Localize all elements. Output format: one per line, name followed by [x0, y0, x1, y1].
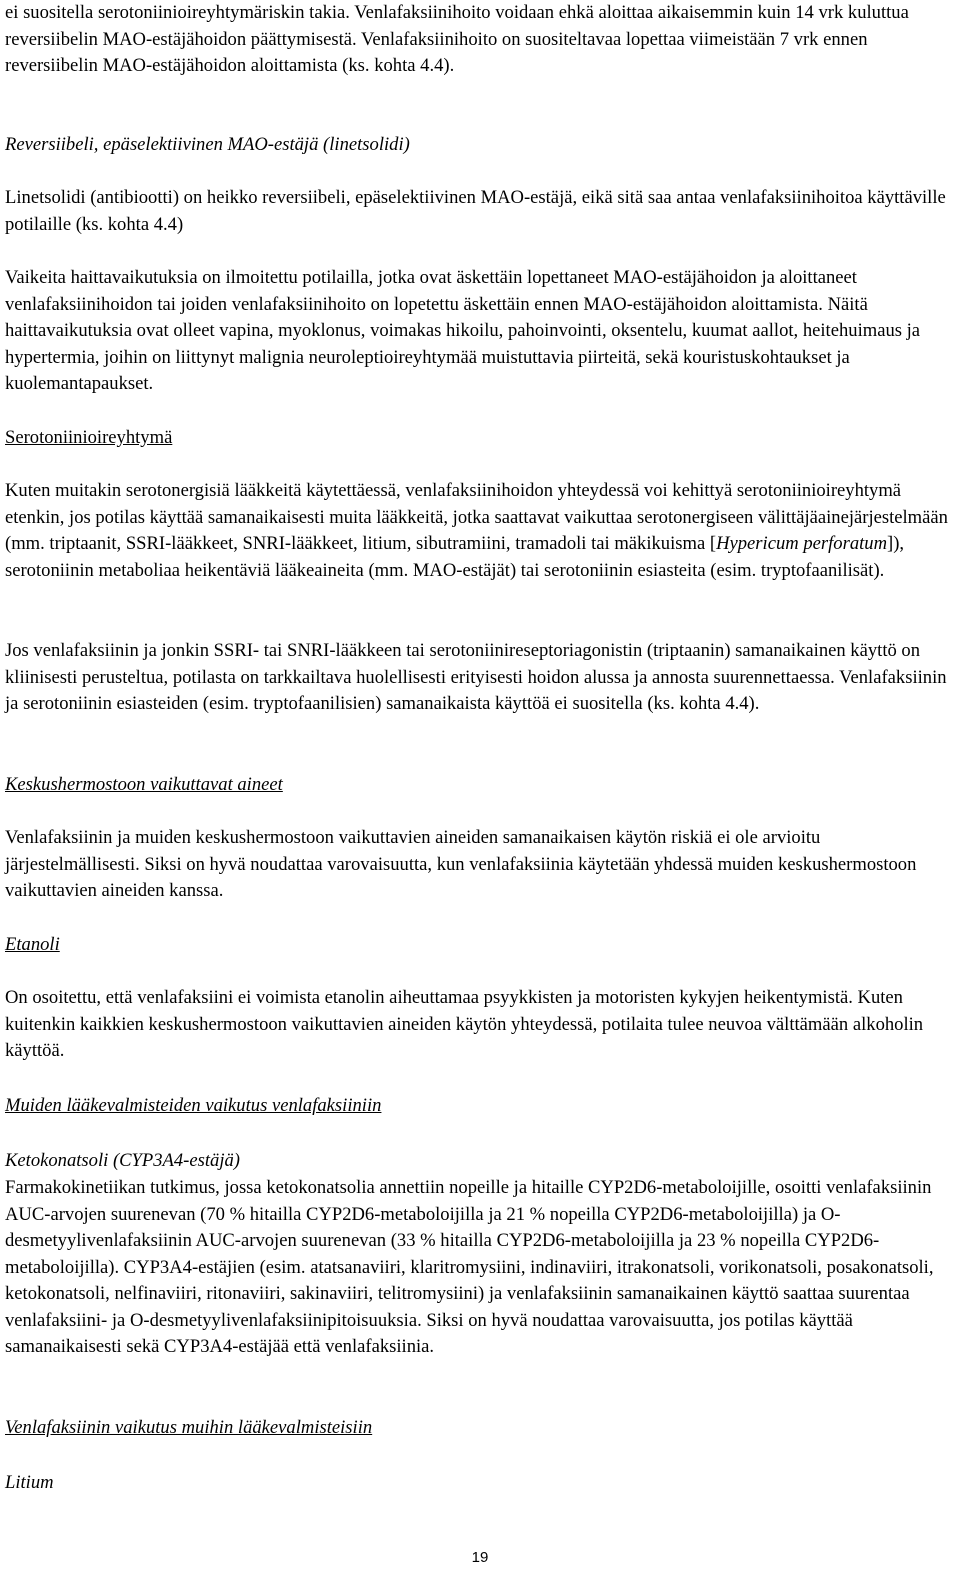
paragraph-serotonin-1-text-a: Kuten muitakin serotonergisiä lääkkeitä käytettäessä, venlafaksiinihoidon yhteydessä voi kehittyä serotoniinioireyhtymä etenkin, jos potilas käyttää samanaikaisesti muita lääkkeitä, jotka saattavat vaikuttaa serotonergiseen välittäjäainejärjestelmään (mm. triptaanit, SSRI-lääkkeet, SNRI-lääkkeet, litium, sibutramiini, tramadoli tai mäkikuisma [ — [5, 480, 948, 554]
paragraph-adverse-reactions: Vaikeita haittavaikutuksia on ilmoitettu potilailla, jotka ovat äskettäin lopettaneet MAO-estäjähoidon ja aloittaneet venlafaksiinihoidon tai joiden venlafaksiinihoito on lopetettu äskettäin ennen MAO-estäjähoidon aloittamista. Näitä haittavaikutuksia ovat olleet vapina, myoklonus, voimakas hikoilu, pahoinvointi, oksentelu, kuumat aallot, heitehuimaus ja hypertermia, joihin on liittynyt malignia neuroleptioireyhtymää muistuttavia piirteitä, sekä kouristuskohtaukset ja kuolemantapaukset. — [5, 267, 921, 394]
paragraph-cns-agents: Venlafaksiinin ja muiden keskushermostoon vaikuttavien aineiden samanaikaisen käytön riskiä ei ole arvioitu järjestelmällisesti. Siksi on hyvä noudattaa varovaisuutta, kun venlafaksiinia käytetään yhdessä muiden keskushermostoon vaikuttavien aineiden kanssa. — [5, 827, 917, 901]
page-number: 19 — [471, 1549, 489, 1566]
heading-cns-agents: Keskushermostoon vaikuttavat aineet — [5, 774, 283, 795]
heading-venlafaxine-on-other-drugs: Venlafaksiinin vaikutus muihin lääkevalmisteisiin — [5, 1417, 373, 1438]
paragraph-ethanol: On osoitettu, että venlafaksiini ei voimista etanolin aiheuttamaa psyykkisten ja motoristen kykyjen heikentymistä. Kuten kuitenkin kaikkien keskushermostoon vaikuttavien aineiden käytön yhteydessä, potilaita tulee neuvoa välttämään alkoholin käyttöä. — [5, 987, 924, 1061]
paragraph-serotonin-1-text-b: ]), serotoniinin metaboliaa heikentäviä lääkeaineita (mm. MAO-estäjät) tai serotoniinin esiasteita (esim. tryptofaanilisät). — [5, 533, 905, 581]
paragraph-ketoconazole: Farmakokinetiikan tutkimus, jossa ketokonatsolia annettiin nopeille ja hitaille CYP2D6-metaboloijille, osoitti venlafaksiinin AUC-arvojen suurenevan (70 % hitailla CYP2D6-metaboloijilla ja 21 % nopeilla CYP2D6-metaboloijilla) ja O-desmetyylivenlafaksiinin AUC-arvojen suurenevan (33 % hitailla CYP2D6-metaboloijilla ja 23 % nopeilla CYP2D6-metaboloijilla). CYP3A4-estäjien (esim. atatsanaviiri, klaritromysiini, indinaviiri, itrakonatsoli, vorikonatsoli, posakonatsoli, ketokonatsoli, nelfinaviiri, ritonaviiri, sakinaviiri, telitromysiini) ja venlafaksiinin samanaikainen käyttö saattaa suurentaa venlafaksiini- ja O-desmetyylivenlafaksiinipitoisuuksia. Siksi on hyvä noudattaa varovaisuutta, jos potilas käyttää samanaikaisesti sekä CYP3A4-estäjää että venlafaksiinia. — [5, 1177, 934, 1357]
heading-lithium: Litium — [5, 1472, 54, 1493]
heading-serotonin-syndrome: Serotoniinioireyhtymä — [5, 427, 173, 448]
heading-ethanol: Etanoli — [5, 934, 60, 955]
heading-reversible-mao-inhibitor: Reversiibeli, epäselektiivinen MAO-estäjä (linetsolidi) — [5, 134, 410, 155]
heading-other-drugs-on-venlafaxine: Muiden lääkevalmisteiden vaikutus venlafaksiiniin — [5, 1095, 382, 1116]
paragraph-intro: ei suositella serotoniinioireyhtymäriskin takia. Venlafaksiinihoito voidaan ehkä aloittaa aikaisemmin kuin 14 vrk kuluttua reversiibelin MAO-estäjähoidon päättymisestä. Venlafaksiinihoito on suositeltavaa lopettaa viimeistään 7 vrk ennen reversiibelin MAO-estäjähoidon aloittamista (ks. kohta 4.4). — [5, 2, 909, 76]
paragraph-linezolid: Linetsolidi (antibiootti) on heikko reversiibeli, epäselektiivinen MAO-estäjä, eikä sitä saa antaa venlafaksiinihoitoa käyttäville potilaille (ks. kohta 4.4) — [5, 187, 946, 235]
paragraph-serotonin-1 — [5, 478, 955, 584]
heading-ketoconazole: Ketokonatsoli (CYP3A4-estäjä) — [5, 1150, 240, 1171]
latin-name-hypericum: Hypericum perforatum — [716, 533, 888, 554]
paragraph-serotonin-2: Jos venlafaksiinin ja jonkin SSRI- tai SNRI-lääkkeen tai serotoniinireseptoriagonistin (triptaanin) samanaikainen käyttö on kliinisesti perusteltua, potilasta on tarkkailtava huolellisesti erityisesti hoidon alussa ja annosta suurennettaessa. Venlafaksiinin ja serotoniinin esiasteiden (esim. tryptofaanilisien) samanaikaista käyttöä ei suositella (ks. kohta 4.4). — [5, 640, 947, 714]
